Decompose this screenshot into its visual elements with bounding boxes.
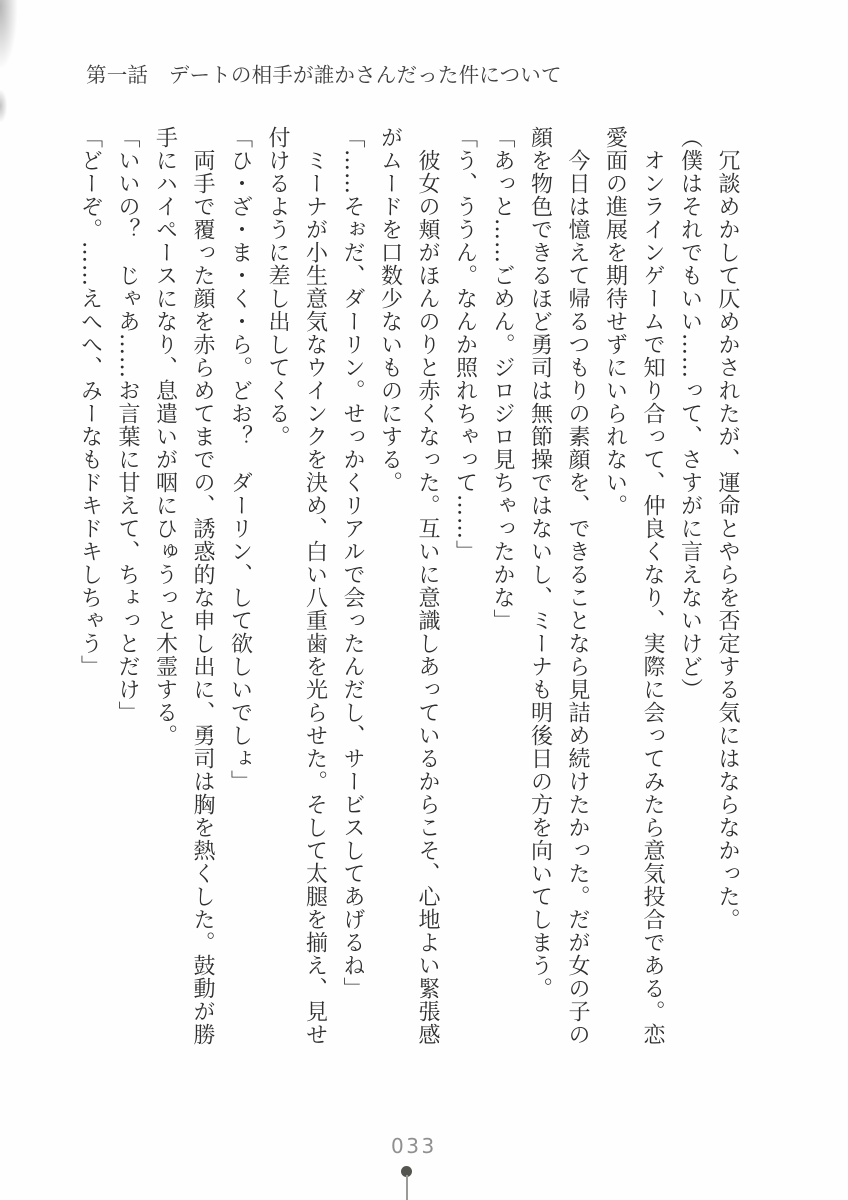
- text-line: 「ひ・ざ・ま・く・ら。どお？ ダーリン、して欲しいでしょ」: [227, 126, 253, 793]
- text-line: 愛面の進展を期待せずにいられない。: [602, 126, 628, 517]
- text-line: 「う、ううん。なんか照れちゃって……」: [452, 126, 478, 563]
- text-line: （僕はそれでもいい……って、さすがに言えないけど）: [677, 126, 703, 701]
- text-line: 今日は憶えて帰るつもりの素顔を、できることなら見詰め続けたかった。だが女の子の: [565, 126, 590, 1046]
- body-text-block: [71, 126, 746, 1060]
- text-line: 「あっと……ごめん。ジロジロ見ちゃったかな」: [490, 126, 515, 632]
- text-line: 付けるように差し出してくる。: [265, 126, 290, 448]
- text-line: がムードを口数少ないものにする。: [377, 126, 403, 494]
- text-line: ミーナが小生意気なウインクを決め、白い八重歯を光らせた。そして太腿を揃え、見せ: [302, 126, 328, 1046]
- text-line: 「どーぞ。……えへへ、みーなもドキドキしちゃう」: [77, 126, 103, 678]
- text-line: 「いいの？ じゃあ……お言葉に甘えて、ちょっとだけ」: [115, 126, 140, 724]
- chapter-heading: 第一話 デートの相手が誰かさんだった件について: [86, 63, 562, 87]
- text-line: 手にハイペースになり、息遣いが咽にひゅうっと木霊する。: [152, 126, 178, 747]
- text-line: オンラインゲームで知り合って、仲良くなり、実際に会ってみたら意気投合である。恋: [640, 126, 665, 1046]
- text-line: 両手で覆った顔を赤らめてまでの、誘惑的な申し出に、勇司は胸を熱くした。鼓動が勝: [190, 126, 215, 1046]
- text-line: 彼女の頬がほんのりと赤くなった。互いに意識しあっているからこそ、心地よい緊張感: [415, 126, 440, 1046]
- text-line: 顔を物色できるほど勇司は無節操ではないし、ミーナも明後日の方を向いてしまう。: [527, 126, 553, 1000]
- scan-smudge-left-edge: [0, 90, 7, 122]
- scan-shadow-top-left: [0, 0, 18, 70]
- text-line: 冗談めかして仄めかされたが、運命とやらを否定する気にはならなかった。: [715, 126, 740, 931]
- page-number: 033: [391, 1134, 437, 1158]
- binding-line-ornament: [406, 1175, 408, 1200]
- text-line: 「……そぉだ、ダーリン。せっかくリアルで会ったんだし、サービスしてあげるね」: [340, 126, 365, 1000]
